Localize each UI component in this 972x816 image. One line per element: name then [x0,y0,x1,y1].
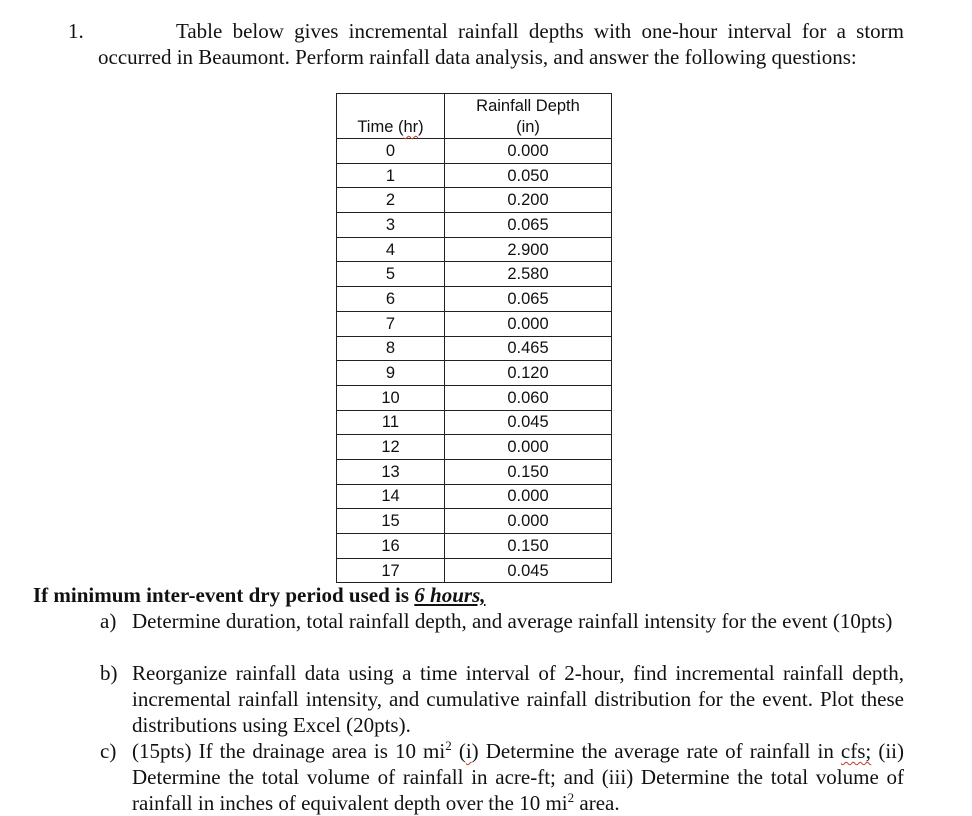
table-row [337,361,612,386]
question-a [100,608,904,634]
time-cell: 17 [337,558,445,583]
rainfall-table [336,93,612,583]
depth-cell: 0.465 [445,336,612,361]
table-row [337,188,612,213]
header-rainfall-depth: Rainfall Depth (in) [445,94,612,139]
table-row [337,534,612,559]
depth-cell: 0.200 [445,188,612,213]
depth-cell: 0.000 [445,484,612,509]
table-row [337,336,612,361]
table-row [337,435,612,460]
time-cell: 0 [337,139,445,164]
depth-cell: 0.000 [445,509,612,534]
depth-cell: 0.045 [445,410,612,435]
question-c-text: (15pts) If the drainage area is 10 $mi^2$ (i) Determine the average rate of rainfall in cfs; (ii) Determine the total volume of rainfall in acre-ft; and (iii) Determine the total volume of rainfall in inches of equivalent depth over the 10 $mi^2$ area. [132,738,905,815]
time-cell: 16 [337,534,445,559]
condition-statement: If minimum inter-event dry period used is 6 hours, [33,583,486,607]
time-cell: 13 [337,459,445,484]
question-c-label: c) [100,739,117,763]
depth-cell: 0.065 [445,287,612,312]
question-a-text: Determine duration, total rainfall depth, and average rainfall intensity for the event (10pts) [132,609,893,633]
time-cell: 8 [337,336,445,361]
time-cell: 3 [337,213,445,238]
time-cell: 14 [337,484,445,509]
depth-cell: 0.065 [445,213,612,238]
depth-cell: 0.000 [445,435,612,460]
depth-cell: 0.150 [445,534,612,559]
time-cell: 1 [337,163,445,188]
question-b-label: b) [100,661,118,685]
depth-cell: 0.150 [445,459,612,484]
table-row [337,237,612,262]
time-cell: 7 [337,311,445,336]
table-row [337,509,612,534]
header-time: Time (hr) [337,94,445,139]
table-row [337,385,612,410]
dry-period-hours: 6 hours, [414,583,486,607]
table-header-row [337,94,612,139]
intro-line-2: occurred in Beaumont. Perform rainfall data analysis, and answer the following questions: [98,45,857,69]
table-row [337,484,612,509]
table-row [337,262,612,287]
depth-cell: 2.580 [445,262,612,287]
table-row [337,139,612,164]
question-b-text: Reorganize rainfall data using a time interval of 2-hour, find incremental rainfall depth, incremental rainfall intensity, and cumulative rainfall distribution for the event. Plot these distributions using Excel (20pts). [132,661,904,737]
time-cell: 11 [337,410,445,435]
depth-cell: 0.060 [445,385,612,410]
time-cell: 5 [337,262,445,287]
time-cell: 15 [337,509,445,534]
depth-cell: 0.000 [445,139,612,164]
table-row [337,213,612,238]
depth-cell: 0.050 [445,163,612,188]
time-cell: 9 [337,361,445,386]
question-a-label: a) [100,609,117,633]
time-cell: 4 [337,237,445,262]
problem-number: 1. [68,19,84,43]
table-body [337,139,612,583]
question-c [100,738,904,816]
table-row [337,558,612,583]
table-row [337,287,612,312]
table-row [337,163,612,188]
depth-cell: 2.900 [445,237,612,262]
time-cell: 10 [337,385,445,410]
time-cell: 2 [337,188,445,213]
time-cell: 6 [337,287,445,312]
time-cell: 12 [337,435,445,460]
depth-cell: 0.000 [445,311,612,336]
intro-line-1: Table below gives incremental rainfall depths with one-hour interval for a storm [176,19,904,43]
table-row [337,410,612,435]
depth-cell: 0.045 [445,558,612,583]
table-row [337,459,612,484]
problem-intro [98,18,904,70]
table-row [337,311,612,336]
depth-cell: 0.120 [445,361,612,386]
question-b [100,660,904,738]
